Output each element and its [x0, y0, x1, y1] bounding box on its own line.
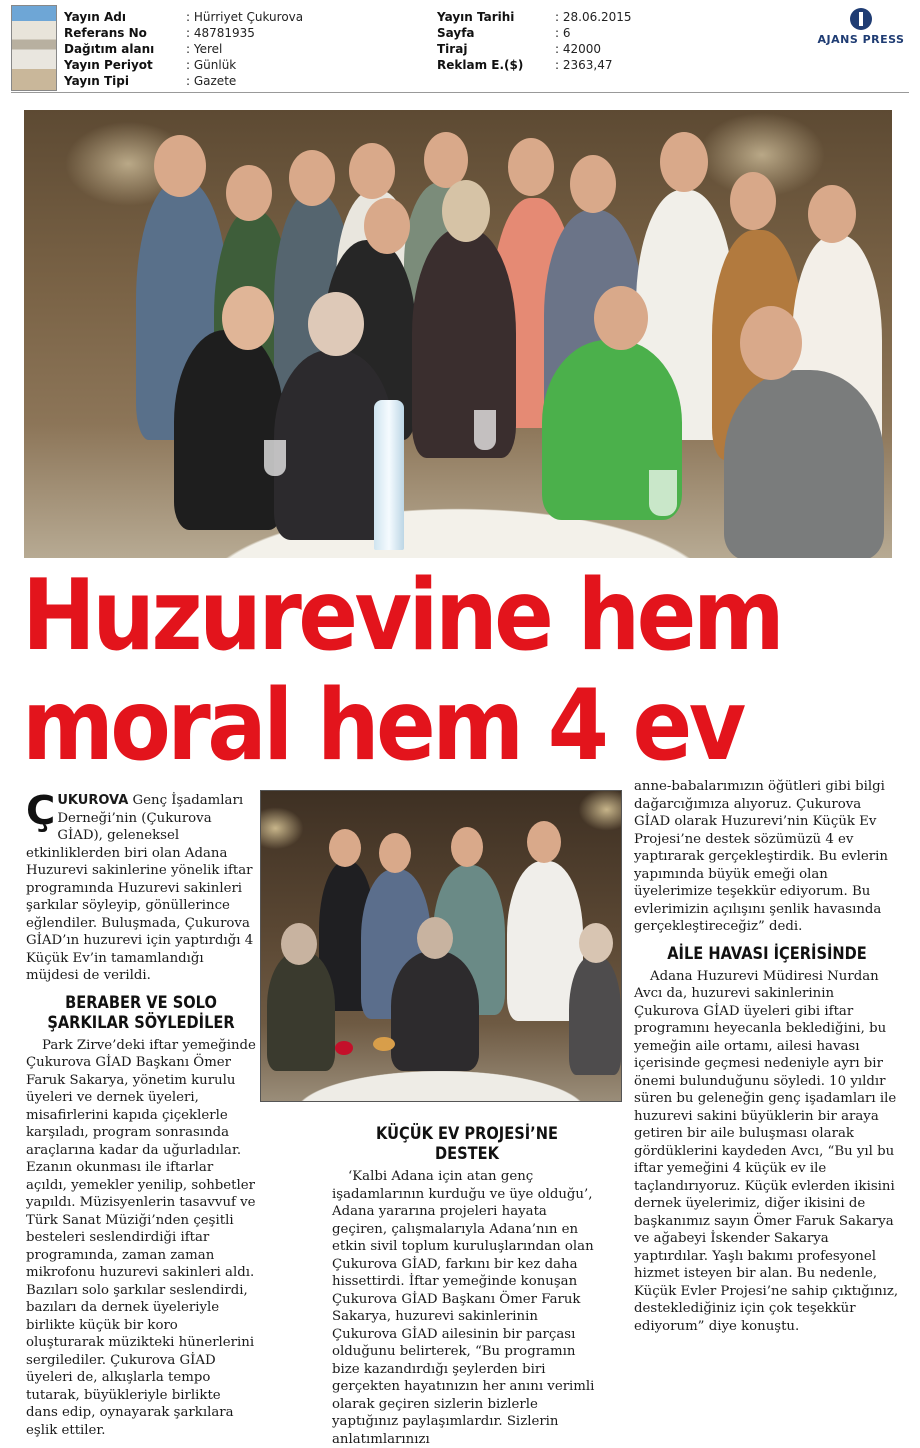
photo-figure-head — [289, 150, 335, 206]
meta-row — [437, 9, 632, 25]
photo-figure-head — [442, 180, 490, 242]
meta-row — [64, 9, 303, 25]
photo-figure-head — [281, 923, 317, 965]
meta-value: : Yerel — [186, 42, 223, 56]
article-column-2 — [332, 1124, 602, 1448]
photo-figure-head — [349, 143, 395, 199]
meta-value: : 6 — [555, 26, 571, 40]
meta-label: Sayfa — [437, 26, 475, 40]
bread — [373, 1037, 395, 1051]
logo-text: AJANS PRESS — [817, 33, 905, 46]
headline-line-2: moral hem 4 ev — [22, 669, 743, 783]
photo-figure-head — [579, 923, 613, 963]
body-paragraph: ‘Kalbi Adana için atan genç işadamlarının kurduğu ve üye olduğu’, Adana yararına projeleri hayata geçiren, çalışmalarıyla Adana’nın en etkin sivil toplum kuruluşlarından olan Çukurova GİAD, farkını bir kez daha hissettirdi. İftar yemeğinde konuşan Çukurova GİAD Başkanı Ömer Faruk Sakarya, huzurevi sakinlerinin Çukurova GİAD ailesinin bir parçası olduğunu belirterek, “Bu programın bize kazandırdığı şeylerden biri gerçekten hayatınızın her anını verimli olarak geçiren sizlerin bizlerle yaptığınız paylaşımlardır. Sizlerin anlatımlarınızı — [332, 1169, 595, 1447]
meta-label: Dağıtım alanı — [64, 42, 155, 56]
photo-figure-head — [379, 833, 411, 873]
meta-label: Reklam E.($) — [437, 58, 524, 72]
photo-figure-head — [660, 132, 708, 192]
article-column-1 — [26, 788, 256, 1439]
drop-cap: Ç — [26, 788, 56, 834]
photo-figure-head — [527, 821, 561, 863]
photo-figure-head — [508, 138, 554, 196]
logo-mark-icon — [850, 8, 872, 30]
photo-figure-head — [364, 198, 410, 254]
meta-row — [437, 57, 632, 73]
photo-figure-head — [740, 306, 802, 380]
photo-figure — [569, 955, 621, 1075]
photo-figure-head — [226, 165, 272, 221]
meta-row — [64, 57, 303, 73]
meta-left — [64, 9, 303, 89]
secondary-group-photo — [260, 790, 622, 1102]
meta-value: : 2363,47 — [555, 58, 613, 72]
meta-label: Yayın Tipi — [64, 74, 129, 88]
subheading-kucuk-ev: KÜÇÜK EV PROJESİ’NE DESTEK — [376, 1124, 558, 1164]
meta-label: Yayın Adı — [64, 10, 126, 24]
meta-row — [64, 25, 303, 41]
photo-figure-head — [329, 829, 361, 867]
meta-right — [437, 9, 632, 73]
meta-row — [437, 25, 632, 41]
photo-figure — [267, 951, 335, 1071]
meta-value: : Günlük — [186, 58, 237, 72]
water-bottle — [374, 400, 404, 550]
meta-label: Tiraj — [437, 42, 468, 56]
meta-label: Yayın Periyot — [64, 58, 153, 72]
photo-figure-head — [417, 917, 453, 959]
body-paragraph: Adana Huzurevi Müdiresi Nurdan Avcı da, huzurevi sakinlerinin Çukurova GİAD üyeleri gibi iftar programını heyecanla beklediğini, bu yemeğin aile ortamı, ailesi havası içerisinde geçmesi nedeniyle ayrı bir önemi bulunduğunu söyledi. 10 yıldır süren bu geleneğin genç işadamları ile huzurevi sakini büyüklerin bir araya getiren bir aile buluşması olarak gördüklerini kaydeden Avcı, “Bu yıl bu iftar yemeğini 4 küçük ev ile taçlandırıyoruz. Küçük evlerden ikisini dernek üyelerimiz, diğer ikisini de başkanımız sayın Ömer Faruk Sakarya ve ağabeyi İskender Sakarya yaptırdılar. Yaşlı bakımı profesyonel hizmet isteyen bir alan. Bu nedenle, Küçük Evler Projesi’ne sahip çıktığınız, desteklediğiniz için çok teşekkür ediyorum” diye konuştu. — [634, 968, 899, 1334]
photo-figure — [174, 330, 284, 530]
meta-row — [437, 41, 632, 57]
meta-value: : 42000 — [555, 42, 602, 56]
photo-figure — [391, 951, 479, 1071]
photo-figure — [724, 370, 884, 558]
photo-figure-head — [808, 185, 856, 243]
clipping-header — [0, 0, 920, 96]
subheading-aile-havasi: AİLE HAVASI İÇERİSİNDE — [667, 943, 867, 964]
meta-row — [64, 73, 303, 89]
meta-value: : Hürriyet Çukurova — [186, 10, 304, 24]
meta-value: : Gazete — [186, 74, 237, 88]
photo-figure-head — [154, 135, 206, 197]
meta-label: Referans No — [64, 26, 147, 40]
main-group-photo — [24, 110, 892, 558]
subheading-beraber: BERABER VE SOLO ŞARKILAR SÖYLEDİLER — [47, 992, 235, 1033]
meta-row — [64, 41, 303, 57]
photo-figure-head — [222, 286, 274, 350]
article-column-3 — [634, 778, 900, 1335]
glass — [264, 440, 286, 476]
glass — [474, 410, 496, 450]
header-divider — [11, 92, 909, 93]
lead-text: Genç İşadamları Derneği’nin (Çukurova GİAD), geleneksel etkinliklerden biri olan Adana Huzurevi sakinlerine yönelik iftar programında Huzurevi sakinleri şarkılar söyleyip, gönüllerince eğlendiler. Buluşmada, Çukurova GİAD’ın huzurevi için yaptırdığı 4 Küçük Ev’in tamamlandığı müjdesi de verildi. — [26, 793, 254, 983]
body-paragraph: anne-babalarımızın öğütleri gibi bilgi dağarcığımıza alıyoruz. Çukurova GİAD olarak Huzurevi’nin Küçük Ev Projesi’ne destek sözümüzü 4 ev yaptırarak gerçekleştirdik. Bu evlerin yapımında büyük emeği olan üyelerimize teşekkür ediyorum. Bu evlerimizin açılışını şenlik havasında gerçekleştireceğiz” dedi. — [634, 779, 888, 934]
photo-figure-head — [570, 155, 616, 213]
meta-label: Yayın Tarihi — [437, 10, 515, 24]
photo-figure-head — [594, 286, 648, 350]
ajans-press-logo — [812, 8, 910, 50]
photo-figure — [412, 228, 516, 458]
lead-paragraph — [26, 788, 256, 985]
page-thumbnail — [11, 5, 57, 91]
lead-caps: UKUROVA — [57, 793, 129, 808]
glass — [649, 470, 677, 516]
body-paragraph: Park Zirve’deki iftar yemeğinde Çukurova GİAD Başkanı Ömer Faruk Sakarya, yönetim kurulu üyeleri ve dernek üyeleri, misafirlerini kapıda çiçeklerle karşıladı, program sonrasında araçlarına kadar da uğurladılar. Ezanın okunması ile iftarlar açıldı, yemekler yenilip, sohbetler yapıldı. Müzisyenlerin tasavvuf ve Türk Sanat Müziği’nden çeşitli besteleri seslendirdiği iftar programında, zaman zaman mikrofonu huzurevi sakinleri aldı. Bazıları solo şarkılar seslendirdi, bazıları da dernek üyeleriyle birlikte küçük bir koro oluşturarak müzikteki hünerlerini sergilediler. Çukurova GİAD üyeleri de, alkışlarla tempo tutarak, büyükleriyle birlikte dans edip, oynayarak şarkılara eşlik ettiler. — [26, 1037, 256, 1438]
photo-figure-head — [451, 827, 483, 867]
headline-line-1: Huzurevine hem — [22, 559, 782, 673]
photo-figure-head — [308, 292, 364, 356]
photo-figure-head — [730, 172, 776, 230]
meta-value: : 28.06.2015 — [555, 10, 632, 24]
meta-value: : 48781935 — [186, 26, 255, 40]
rose — [335, 1041, 353, 1055]
